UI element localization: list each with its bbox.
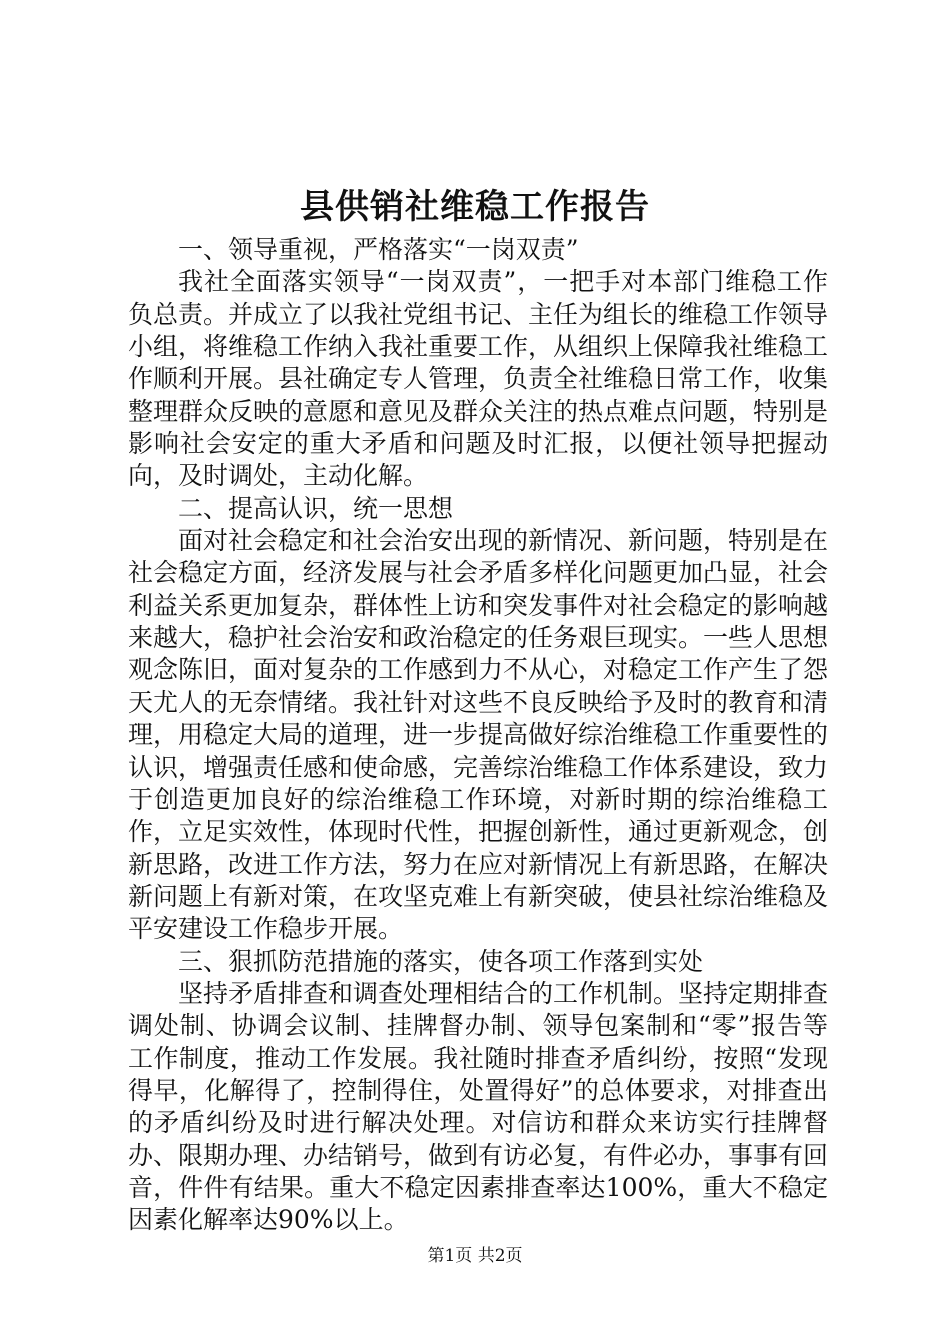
- body-paragraph-2: 面对社会稳定和社会治安出现的新情况、新问题，特别是在社会稳定方面，经济发展与社会矛盾多样化问题更加凸显，社会利益关系更加复杂，群体性上访和突发事件对社会稳定的影响越来越大，稳护社会治安和政治稳定的任务艰巨现实。一些人思想观念陈旧，面对复杂的工作感到力不从心，对稳定工作产生了怨天尤人的无奈情绪。我社针对这些不良反映给予及时的教育和清理，用稳定大局的道理，进一步提高做好综治维稳工作重要性的认识，增强责任感和使命感，完善综治维稳工作体系建设，致力于创造更加良好的综治维稳工作环境，对新时期的综治维稳工作，立足实效性，体现时代性，把握创新性，通过更新观念，创新思路，改进工作方法，努力在应对新情况上有新思路，在解决新问题上有新对策，在攻坚克难上有新突破，使县社综治维稳及平安建设工作稳步开展。: [128, 526, 829, 944]
- document-title: 县供销社维稳工作报告: [300, 187, 650, 227]
- body-paragraph-1: 我社全面落实领导“一岗双责”，一把手对本部门维稳工作负总责。并成立了以我社党组书记、主任为组长的维稳工作领导小组，将维稳工作纳入我社重要工作，从组织上保障我社维稳工作顺利开展。县社确定专人管理，负责全社维稳日常工作，收集整理群众反映的意愿和意见及群众关注的热点难点问题，特别是影响社会安定的重大矛盾和问题及时汇报，以便社领导把握动向，及时调处，主动化解。: [128, 267, 829, 491]
- section-heading-1: 一、领导重视，严格落实“一岗双责”: [178, 235, 579, 264]
- section-heading-3: 三、狠抓防范措施的落实，使各项工作落到实处: [178, 946, 704, 976]
- body-paragraph-3: 坚持矛盾排查和调查处理相结合的工作机制。坚持定期排查调处制、协调会议制、挂牌督办制、领导包案制和“零”报告等工作制度，推动工作发展。我社随时排查矛盾纠纷，按照“发现得早，化解得了，控制得住，处置得好”的总体要求，对排查出的矛盾纠纷及时进行解决处理。对信访和群众来访实行挂牌督办、限期办理、办结销号，做到有访必复，有件必办，事事有回音，件件有结果。重大不稳定因素排查率达100%，重大不稳定因素化解率达90%以上。: [128, 978, 829, 1235]
- page-number-footer: 第1页 共2页: [427, 1246, 523, 1266]
- section-heading-2: 二、提高认识，统一思想: [178, 493, 454, 523]
- document-body: [128, 234, 828, 1237]
